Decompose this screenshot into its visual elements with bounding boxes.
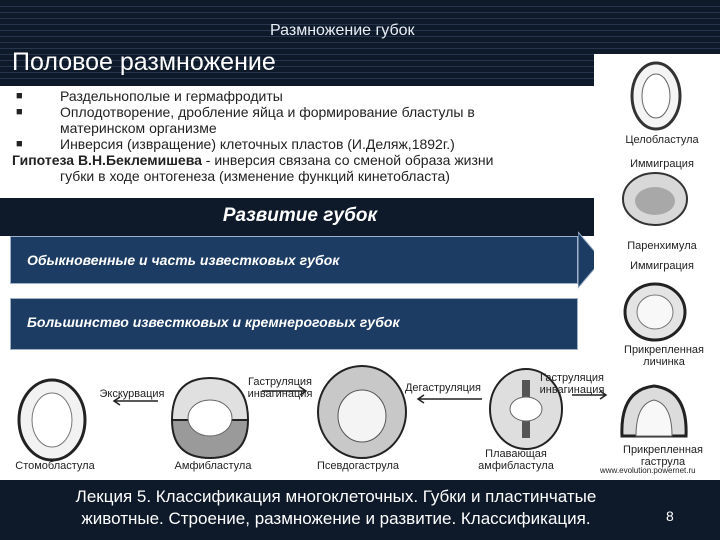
bullet-icon: ■	[16, 106, 23, 118]
bullet-item: ■ Раздельнополые и гермафродиты	[16, 88, 283, 104]
side-diagram-panel	[594, 54, 720, 480]
stomoblastula-image	[14, 372, 90, 464]
section-title: Половое размножение	[12, 48, 276, 76]
label-stomoblastula: Стомобластула	[15, 460, 95, 472]
label-amphiblastula: Амфибластула	[174, 460, 252, 472]
amphiblastula-image	[166, 374, 254, 460]
label-excurvation: Экскурвация	[99, 388, 165, 400]
attached-gastrula-image	[614, 380, 694, 442]
label-attached-larva: Прикрепленная личинка	[624, 344, 704, 368]
label-attached-gastrula: Прикрепленная гаструла	[623, 444, 703, 468]
hypothesis-text: Гипотеза В.Н.Беклемишева - инверсия связана со сменой образа жизни	[12, 152, 494, 168]
slide-header-title: Размножение губок	[270, 22, 415, 39]
bottom-diagram-panel	[10, 356, 605, 478]
arrow-left-2-icon	[414, 394, 484, 404]
bullet-list	[12, 88, 592, 184]
attached-larva-image	[622, 280, 688, 342]
label-coeloblastula: Целобластула	[625, 134, 699, 146]
bullet-icon: ■	[16, 90, 23, 102]
label-gastrulation-invagination-2: Гаструляция инвагинация	[539, 372, 605, 396]
bullet-icon: ■	[16, 138, 23, 150]
hypothesis-text-cont: губки в ходе онтогенеза (изменение функций кинетобласта)	[60, 168, 450, 184]
group-arrow-majority	[10, 298, 578, 350]
label-pseudogastrula: Псевдогаструла	[317, 460, 399, 472]
pseudogastrula-image	[314, 362, 410, 462]
label-parenchymula: Паренхимула	[627, 240, 697, 252]
label-immigration-2: Иммиграция	[630, 260, 694, 272]
label-floating-amphiblastula: Плавающая амфибластула	[478, 448, 554, 472]
label-gastrulation-invagination: Гаструляция инвагинация	[247, 376, 313, 400]
group-label-common: Обыкновенные и часть известковых губок	[27, 252, 340, 268]
group-label-majority: Большинство известковых и кремнероговых губок	[27, 314, 400, 330]
group-arrow-common	[10, 236, 578, 284]
label-immigration-1: Иммиграция	[630, 158, 694, 170]
website-credit: www.evolution.powernet.ru	[600, 466, 696, 475]
bullet-item: ■ Инверсия (извращение) клеточных пластов (И.Деляж,1892г.)	[16, 136, 455, 152]
page-number: 8	[666, 508, 674, 524]
parenchymula-image	[620, 170, 690, 228]
footer-caption: Лекция 5. Классификация многоклеточных. Губки и пластинчатые животные. Строение, размножение и развитие. Классификация.	[75, 487, 597, 528]
development-title: Развитие губок	[222, 205, 378, 226]
label-degastrulation: Дегаструляция	[404, 382, 482, 394]
coeloblastula-image	[628, 60, 684, 132]
bullet-item: ■ Оплодотворение, дробление яйца и формирование бластулы в материнском организме	[16, 104, 475, 136]
